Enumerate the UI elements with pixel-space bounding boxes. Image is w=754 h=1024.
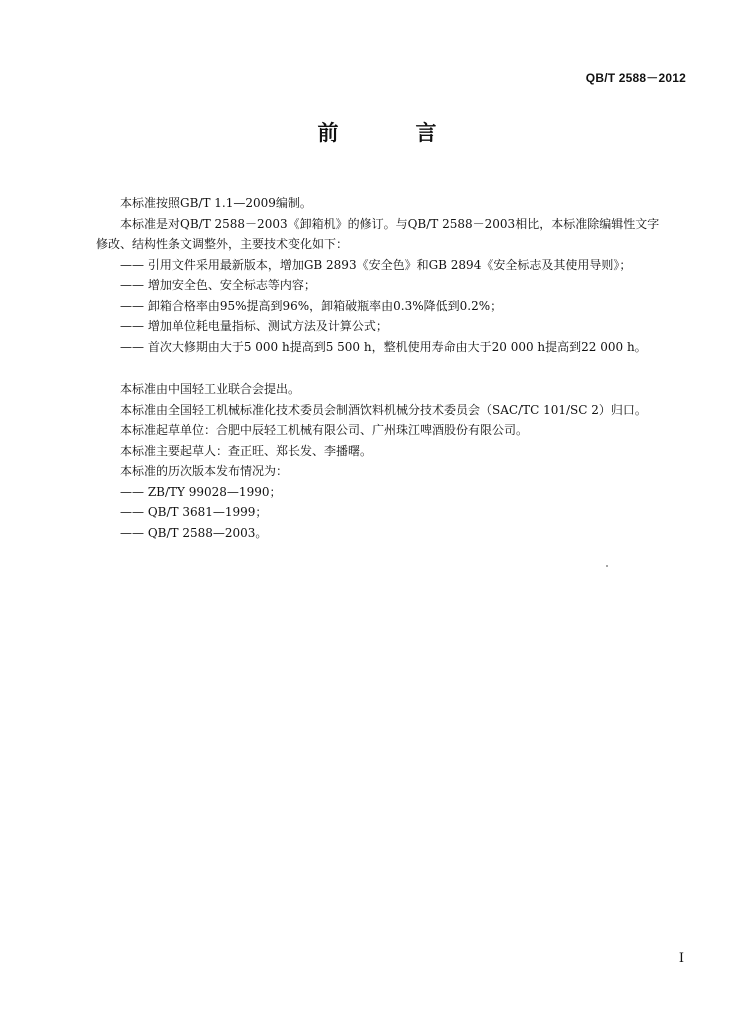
paragraph-revision-intro-cont: 修改、结构性条文调整外，主要技术变化如下： [96, 237, 349, 251]
change-item-1: —— 引用文件采用最新版本，增加GB 2893《安全色》和GB 2894《安全标志及其使用导则》； [120, 257, 632, 272]
history-item-3: —— QB/T 2588—2003。 [120, 525, 268, 540]
history-item-1: —— ZB/TY 99028—1990； [120, 484, 282, 499]
paragraph-gap [96, 357, 690, 379]
change-item-3: —— 卸箱合格率由95%提高到96%，卸箱破瓶率由0.3%降低到0.2%； [120, 298, 503, 313]
change-item-5: —— 首次大修期由大于5 000 h提高到5 500 h，整机使用寿命由大于20 000 h提高到22 000 h。 [120, 339, 647, 354]
paragraph-revision-intro: 本标准是对QB/T 2588－2003《卸箱机》的修订。与QB/T 2588－2003相比，本标准除编辑性文字 [120, 216, 660, 231]
paragraph-drafting-rule: 本标准按照GB/T 1.1—2009编制。 [120, 196, 312, 210]
paragraph-drafters: 本标准主要起草人：查正旺、郑长发、李播曙。 [120, 443, 373, 458]
paragraph-proposer: 本标准由中国轻工业联合会提出。 [120, 382, 301, 396]
paragraph-centralized: 本标准由全国轻工机械标准化技术委员会制酒饮料机械分技术委员会（SAC/TC 101/SC 2）归口。 [120, 402, 647, 417]
page-title: 前 言 [317, 121, 465, 145]
scan-speck [606, 565, 608, 567]
paragraph-history-intro: 本标准的历次版本发布情况为： [120, 464, 289, 478]
standard-code: QB/T 2588－2012 [585, 71, 686, 85]
foreword-body [96, 193, 690, 543]
paragraph-drafting-units: 本标准起草单位：合肥中辰轻工机械有限公司、广州珠江啤酒股份有限公司。 [120, 423, 529, 437]
history-item-2: —— QB/T 3681—1999； [120, 505, 268, 519]
change-item-4: —— 增加单位耗电量指标、测试方法及计算公式； [120, 319, 388, 333]
change-item-2: —— 增加安全色、安全标志等内容； [120, 278, 316, 292]
page-number: I [678, 951, 684, 966]
